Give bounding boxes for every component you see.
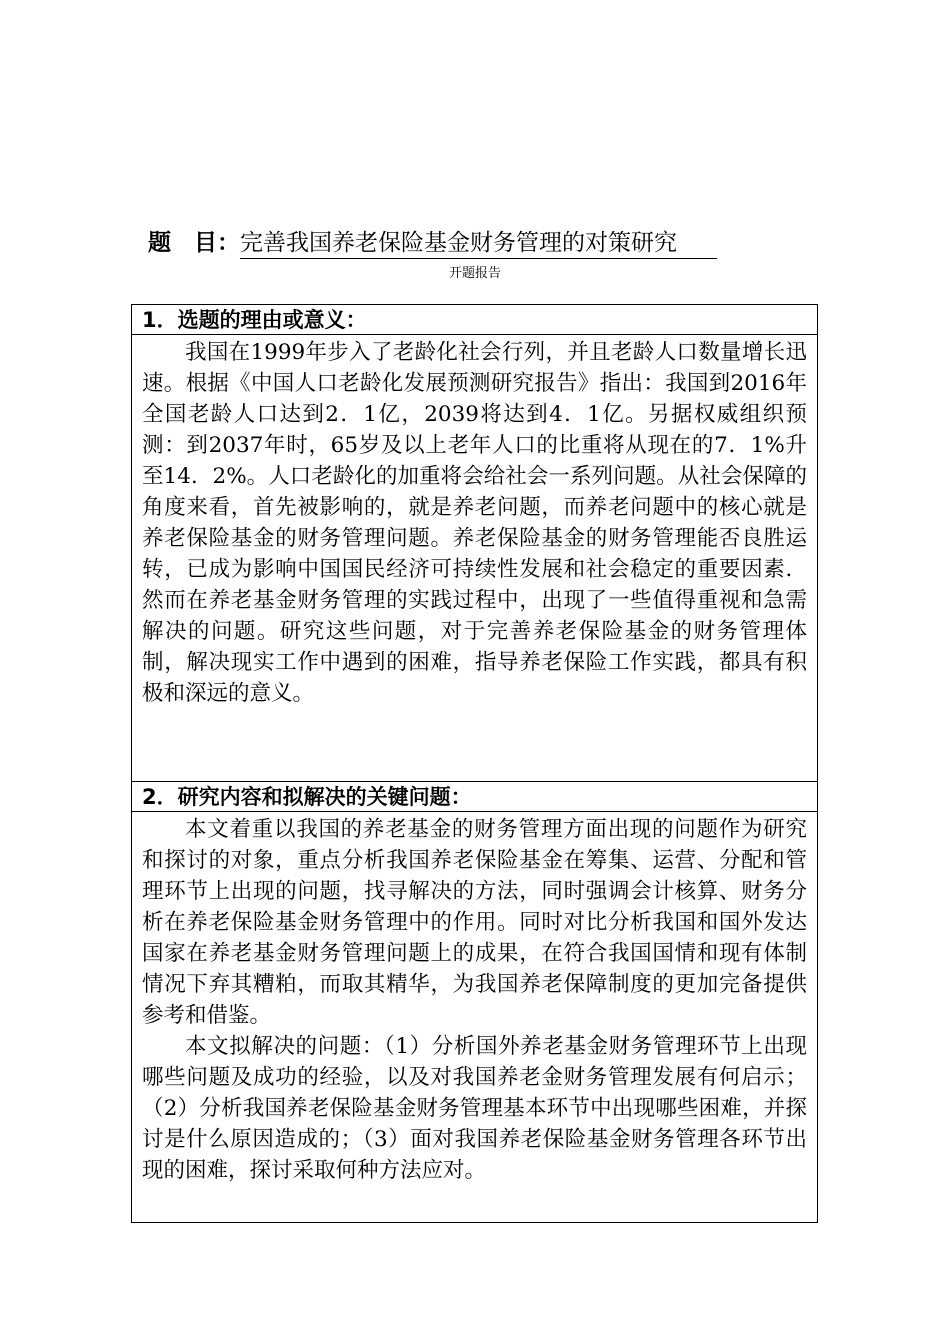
title-label: 题 目： [148,229,240,256]
section-heading: 1．选题的理由或意义： [132,305,817,335]
paragraph: 我国在1999年步入了老龄化社会行列，并且老龄人口数量增长迅速。根据《中国人口老龄化发展预测研究报告》指出：我国到2016年全国老龄人口达到2．1亿，2039将达到4．1亿。另据权威组织预测：到2037年时，65岁及以上老年人口的比重将从现在的7．1%升至14．2%。人口老龄化的加重将会给社会一系列问题。从社会保障的角度来看，首先被影响的，就是养老问题，而养老问题中的核心就是养老保险基金的财务管理问题。养老保险基金的财务管理能否良胜运转，已成为影响中国国民经济可持续性发展和社会稳定的重要因素．然而在养老基金财务管理的实践过程中，出现了一些值得重视和急需解决的问题。研究这些问题，对于完善养老保险基金的财务管理体制，解决现实工作中遇到的困难，指导养老保险工作实践，都具有积极和深远的意义。 [142,340,807,706]
paragraph: 本文拟解决的问题：（1）分析国外养老基金财务管理环节上出现哪些问题及成功的经验，以及对我国养老金财务管理发展有何启示；（2）分析我国养老保险基金财务管理基本环节中出现哪些困难，并探讨是什么原因造成的；（3）面对我国养老保险基金财务管理各环节出现的困难，探讨采取何种方法应对。 [142,1034,807,1183]
section-body [132,812,817,1186]
section-heading: 2．研究内容和拟解决的关键问题： [132,782,817,812]
section-content [131,781,818,1223]
paragraph: 本文着重以我国的养老基金的财务管理方面出现的问题作为研究和探讨的对象，重点分析我国养老保险基金在筹集、运营、分配和管理环节上出现的问题，找寻解决的方法，同时强调会计核算、财务分析在养老保险基金财务管理中的作用。同时对比分析我国和国外发达国家在养老基金财务管理问题上的成果，在符合我国国情和现有体制情况下弃其糟粕，而取其精华，为我国养老保障制度的更加完备提供参考和借鉴。 [142,817,807,1028]
section-reason [131,304,818,782]
section-body [132,335,817,709]
report-subtitle: 开题报告 [448,266,501,281]
thesis-title: 完善我国养老保险基金财务管理的对策研究 [240,228,717,259]
title-line [148,226,717,260]
